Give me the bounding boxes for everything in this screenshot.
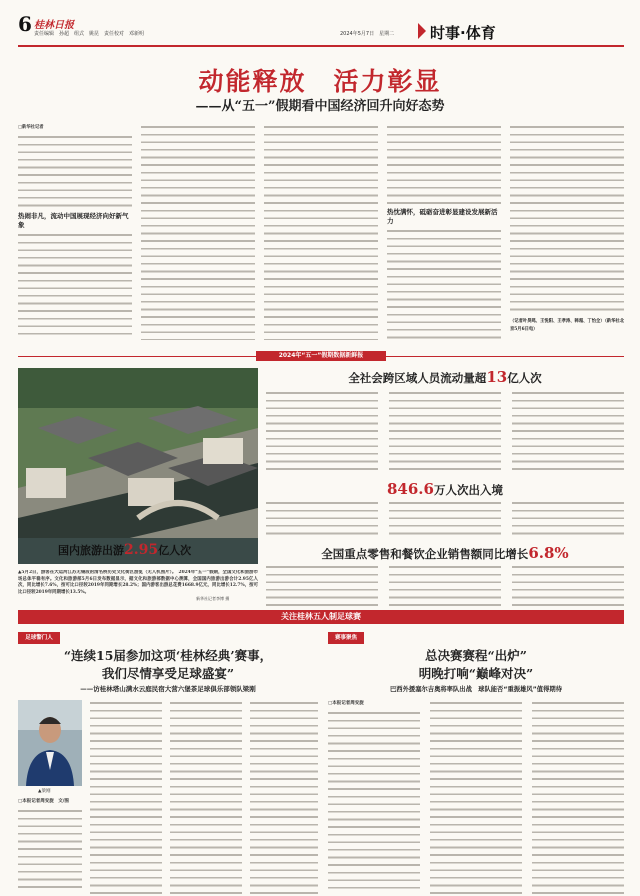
football-left-title-1: “连续15届参加这项‘桂林经典’赛事， — [63, 648, 273, 663]
data-item-2 — [266, 480, 624, 538]
section-name: 时事·体育 — [430, 24, 496, 42]
lead-col-1b — [18, 232, 132, 340]
portrait-caption: ▲梁刚 — [38, 789, 51, 794]
lead-col-2 — [141, 124, 255, 340]
lead-subhead-1: 热闹非凡，流动中国展现经济向好新气象 — [18, 212, 129, 229]
photo-headline: 国内旅游出游2.95亿人次 — [58, 542, 192, 558]
canal-town-photo — [18, 368, 258, 564]
data-banner — [18, 352, 624, 361]
football-left-story — [18, 628, 318, 896]
photo-caption: ▲5月2日，游客在大运河江苏无锡段的清名桥历史文化街区游览（无人机照片）。 2024年“五一”假期，全国文化和旅游市场总体平稳有序。文化和旅游部5月6日发布数据显示，据文化和旅游部数据中心测算，全国国内旅游出游合计2.95亿人次，同比增长7.6%，按可比口径较2019年同期增长28.2%；国内游客出游总花费1668.9亿元，同比增长12.7%，按可比口径较2019年同期增长13.5%。 — [18, 570, 258, 595]
section-arrow-icon — [418, 23, 426, 39]
page-number: 6 — [18, 12, 32, 36]
football-right-title-1: 总决赛赛程“出炉” — [425, 648, 527, 663]
football-left-label: 足球警门人 — [18, 632, 60, 644]
football-banner: 关注桂林五人制足球赛 — [18, 610, 624, 624]
lead-signoff: （记者叶昊鸣、王悦阳、王孝涛、韩超、丁怡全）（新华社北京5月6日电） — [510, 319, 624, 332]
lead-col-3 — [264, 124, 378, 340]
data-item-3 — [266, 544, 624, 610]
lead-byline: □新华社记者 — [18, 125, 44, 130]
football-left-byline: □本报记者周安旋 文/图 — [18, 799, 69, 804]
football-right-byline: □本报记者周安旋 — [328, 701, 364, 706]
staff-line: 责任编辑 孙超 组式 姚昆 责任校对 邓新明 — [34, 31, 145, 37]
data-item-2-headline: 846.6万人次出入境 — [387, 480, 503, 498]
football-right-subtitle: 巴西外援塞尔吉奥将率队出战 球队能否“重振雄风”值得期待 — [390, 686, 562, 693]
football-right-label: 赛事聚焦 — [328, 632, 364, 644]
football-right-story — [328, 628, 624, 896]
football-right-title-2: 明晚打响“巅峰对决” — [418, 666, 534, 681]
paper-name: 桂林日报 — [34, 20, 74, 31]
photo-credit: 新华社记者李博 摄 — [196, 596, 230, 601]
lead-subheadline: ——从“五一”假期看中国经济回升向好态势 — [195, 99, 445, 114]
lead-subhead-4: 热忱满怀，砥砺奋进彰显建设发展新活力 — [387, 208, 498, 225]
lead-headline: 动能释放 活力彰显 — [198, 67, 442, 96]
data-item-3-headline: 全国重点零售和餐饮企业销售额同比增长6.8% — [321, 544, 569, 562]
photo-block — [18, 368, 258, 564]
football-left-title-2: 我们尽情享受足球盛宴” — [101, 666, 235, 681]
lead-col-5 — [510, 124, 624, 314]
data-item-1-headline: 全社会跨区域人员流动量超13亿人次 — [348, 368, 542, 386]
data-banner-label: 2024年“五一”假期数据新鲜报 — [256, 351, 386, 361]
masthead-rule — [18, 45, 624, 47]
data-item-1 — [266, 368, 624, 476]
lead-col-4 — [387, 124, 501, 204]
portrait-photo — [18, 700, 82, 786]
masthead — [0, 0, 640, 50]
issue-date: 2024年5月7日 星期二 — [340, 31, 395, 37]
football-left-subtitle: ——访桂林塔山满水云庭民宿大营六堡茶足球俱乐部领队梁刚 — [80, 685, 256, 693]
lead-col-1 — [18, 134, 132, 208]
lead-col-4b — [387, 228, 501, 340]
lead-body — [18, 120, 624, 350]
